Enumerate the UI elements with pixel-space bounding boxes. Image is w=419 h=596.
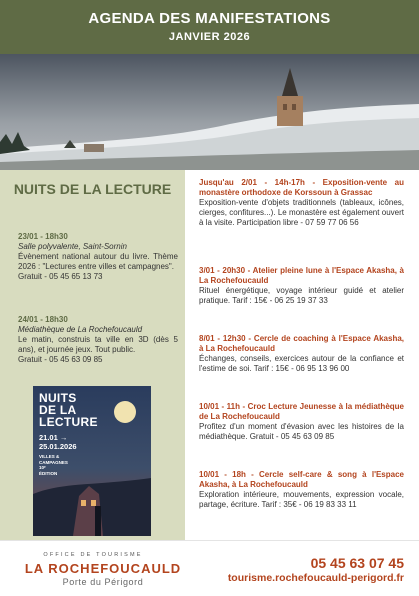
- event-body: Échanges, conseils, exercices autour de la confiance et l'estime de soi. Tarif : 15€ - 06 95 13 96 00: [199, 354, 404, 373]
- poster-title-line: DE LA: [39, 403, 77, 417]
- poster-date-line: 25.01.2026: [39, 442, 77, 451]
- event-date: 23/01 - 18h30: [18, 232, 68, 241]
- poster-title-line: LECTURE: [39, 415, 98, 429]
- event-heading: 10/01 - 11h - Croc Lecture Jeunesse à la médiathèque de La Rochefoucauld: [199, 402, 404, 421]
- landscape-photo: [0, 54, 419, 170]
- left-event-2: [18, 315, 178, 365]
- poster-sub-line: ÉDITION: [39, 470, 58, 476]
- header-banner: [0, 0, 419, 54]
- logo-tagline: Porte du Périgord: [62, 577, 144, 587]
- event-info: Gratuit - 05 45 63 09 85: [18, 355, 103, 364]
- event-heading: 8/01 - 12h30 - Cercle de coaching à l'Espace Akasha, à La Rochefoucauld: [199, 334, 404, 353]
- page-subtitle: JANVIER 2026: [168, 31, 251, 43]
- poster-title-line: NUITS: [39, 391, 77, 405]
- section-title: NUITS DE LA LECTURE: [13, 181, 172, 197]
- left-event-1: [18, 232, 178, 282]
- logo-name: LA ROCHEFOUCAULD: [24, 561, 182, 576]
- event-body: Exposition-vente d'objets traditionnels (tableaux, icônes, cierges, confitures...). Le monastère est également ouvert à la visite. Participation libre - 07 59 77 06 56: [199, 198, 404, 227]
- event-place: Salle polyvalente, Saint-Sornin: [18, 242, 127, 251]
- right-event-1: [199, 178, 404, 228]
- event-heading: Jusqu'au 2/01 - 14h-17h - Exposition-vente au monastère orthodoxe de Korssoun à Grassac: [199, 178, 404, 197]
- event-desc: Le matin, construis ta ville en 3D (dès 5 ans), et journée jeux. Tout public.: [18, 335, 178, 354]
- poster-dates: [39, 433, 77, 451]
- website-link[interactable]: tourisme.rochefoucauld-perigord.fr: [227, 572, 404, 584]
- event-place: Médiathèque de La Rochefoucauld: [18, 325, 143, 334]
- right-event-2: [199, 266, 404, 306]
- event-heading: 10/01 - 18h - Cercle self-care & song à l'Espace Akasha, à La Rochefoucauld: [199, 470, 404, 489]
- poster-sub-line: CAMPAGNES: [39, 459, 68, 465]
- right-event-5: [199, 470, 404, 510]
- event-body: Profitez d'un moment d'évasion avec les histoires de la médiathèque. Gratuit - 05 45 63 09 85: [199, 422, 404, 441]
- poster-title: [39, 392, 98, 428]
- contact-phone: 05 45 63 07 45: [310, 555, 404, 571]
- logo-office-label: OFFICE DE TOURISME: [43, 552, 143, 558]
- right-event-4: [199, 402, 404, 442]
- page-title: AGENDA DES MANIFESTATIONS: [88, 10, 331, 27]
- event-info: Gratuit - 05 45 65 13 73: [18, 272, 103, 281]
- event-heading: 3/01 - 20h30 - Atelier pleine lune à l'Espace Akasha, à La Rochefoucauld: [199, 266, 404, 285]
- event-body: Exploration intérieure, mouvements, expression vocale, partage, écriture. Tarif : 35€ - 06 19 83 33 11: [199, 490, 404, 509]
- poster-sub-line: 10ᵉ: [39, 465, 46, 470]
- event-poster: [33, 386, 151, 536]
- poster-sub-line: VILLES &: [39, 454, 60, 459]
- event-date: 24/01 - 18h30: [18, 315, 68, 324]
- right-event-3: [199, 334, 404, 374]
- event-desc: Évènement national autour du livre. Thème 2026 : "Lectures entre villes et campagnes".: [18, 252, 178, 271]
- poster-subtitle: [39, 454, 68, 476]
- poster-date-line: 21.01 →: [39, 433, 68, 442]
- event-body: Rituel énergétique, voyage intérieur guidé et atelier pratique. Tarif : 15€ - 06 25 19 37 33: [199, 286, 404, 305]
- footer-divider: [0, 540, 419, 541]
